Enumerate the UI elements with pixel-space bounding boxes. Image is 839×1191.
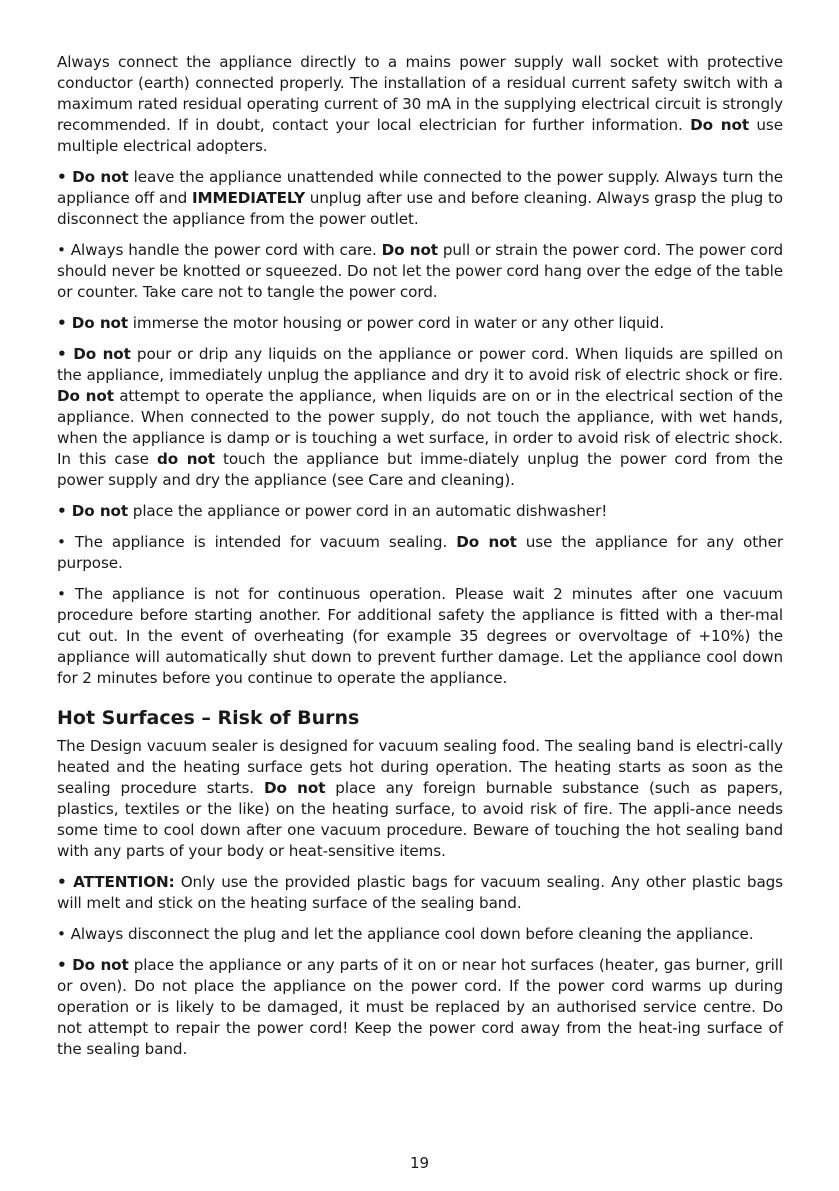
bullet-unattended: • Do not leave the appliance unattended while connected to the power supply. Always turn the appliance off and IMMEDIATELY unplug after use and before cleaning. Always grasp the plug to disconnect the appliance from the power outlet. — [57, 168, 783, 228]
paragraph-sealing-band: The Design vacuum sealer is designed for vacuum sealing food. The sealing band is electri-cally heated and the heating surface gets hot during operation. The heating starts as soon as the sealing procedure starts. Do not place any foreign burnable substance (such as papers, plastics, textiles or the like) on the heating surface, to avoid risk of fire. The appli-ance needs some time to cool down after one vacuum procedure. Beware of touching the hot sealing band with any parts of your body or heat-sensitive items. — [57, 737, 783, 860]
bullet-intended-use: • The appliance is intended for vacuum sealing. Do not use the appliance for any other purpose. — [57, 533, 783, 572]
bullet-dishwasher: • Do not place the appliance or power cord in an automatic dishwasher! — [57, 502, 608, 520]
bullet-disconnect-cool: • Always disconnect the plug and let the appliance cool down before cleaning the appliance. — [57, 925, 754, 943]
section-heading-hot-surfaces: Hot Surfaces – Risk of Burns — [57, 707, 360, 729]
paragraph-mains-connection: Always connect the appliance directly to a mains power supply wall socket with protective conductor (earth) connected properly. The installation of a residual current safety switch with a maximum rated residual operating current of 30 mA in the supplying electrical circuit is strongly recommended. If in doubt, contact your local electrician for further information. Do not use multiple electrical adopters. — [57, 53, 783, 155]
page-number: 19 — [409, 1154, 430, 1172]
bullet-immerse: • Do not immerse the motor housing or power cord in water or any other liquid. — [57, 314, 665, 332]
bullet-continuous-operation: • The appliance is not for continuous operation. Please wait 2 minutes after one vacuum procedure before starting another. For additional safety the appliance is fitted with a ther-mal cut out. In the event of overheating (for example 35 degrees or overvoltage of +10%) the appliance will automatically shut down to prevent further damage. Let the appliance cool down for 2 minutes before you continue to operate the appliance. — [57, 585, 783, 687]
bullet-attention-bags: • ATTENTION: Only use the provided plastic bags for vacuum sealing. Any other plastic bags will melt and stick on the heating surface of the sealing band. — [57, 873, 783, 912]
bullet-power-cord-care: • Always handle the power cord with care. Do not pull or strain the power cord. The power cord should never be knotted or squeezed. Do not let the power cord hang over the edge of the table or counter. Take care not to tangle the power cord. — [57, 241, 783, 301]
text-column — [57, 52, 783, 1070]
bullet-liquids: • Do not pour or drip any liquids on the appliance or power cord. When liquids are spilled on the appliance, immediately unplug the appliance and dry it to avoid risk of electric shock or fire. Do not attempt to operate the appliance, when liquids are on or in the electrical section of the appliance. When connected to the power supply, do not touch the appliance, with wet hands, when the appliance is damp or is touching a wet surface, in order to avoid risk of electric shock. In this case do not touch the appliance but imme-diately unplug the power cord from the power supply and dry the appliance (see Care and cleaning). — [57, 345, 784, 489]
bullet-hot-surfaces: • Do not place the appliance or any parts of it on or near hot surfaces (heater, gas burner, grill or oven). Do not place the appliance on the power cord. If the power cord warms up during operation or is likely to be damaged, it must be replaced by an authorised service centre. Do not attempt to repair the power cord! Keep the power cord away from the heat-ing surface of the sealing band. — [57, 956, 783, 1058]
